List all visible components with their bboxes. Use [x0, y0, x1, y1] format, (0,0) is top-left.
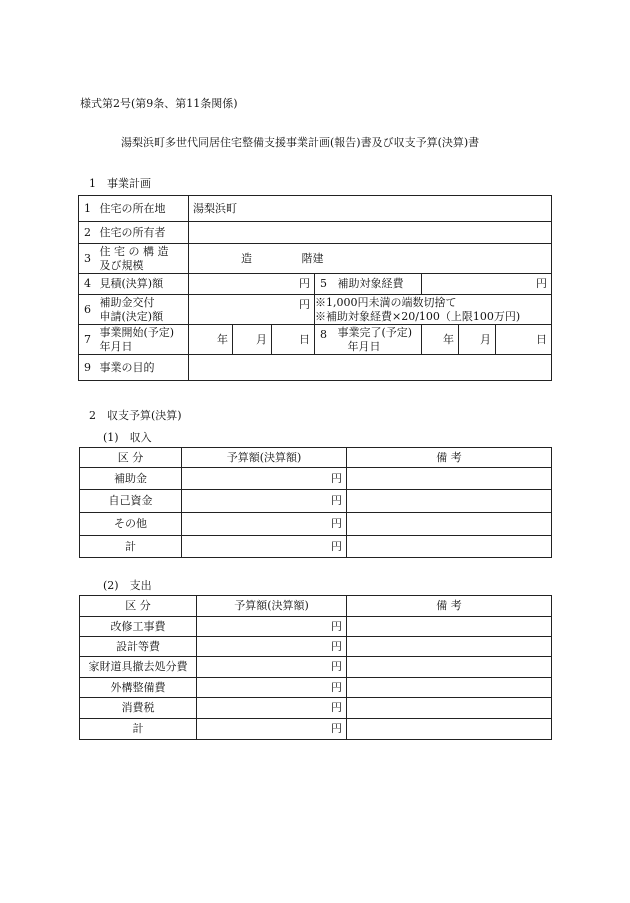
floors-unit: 階建	[301, 251, 324, 265]
label-structure-line1: 住 宅 の 構 造	[99, 245, 169, 259]
section2-heading: 2 収支予算(決算)	[89, 409, 182, 422]
value-purpose[interactable]	[189, 355, 552, 381]
label-start-line2: 年月日	[99, 339, 133, 353]
amount-cell[interactable]: 円	[197, 657, 347, 678]
amount-cell[interactable]: 円	[182, 468, 347, 490]
label-estimate: 見積(決算)額	[96, 274, 189, 295]
header-category: 区 分	[80, 596, 197, 617]
row-dates	[79, 325, 552, 355]
remarks-cell[interactable]	[347, 468, 552, 490]
expense-table	[79, 595, 552, 740]
amount-cell[interactable]: 円	[197, 698, 347, 719]
category-cell: 自己資金	[80, 490, 182, 513]
remarks-cell[interactable]	[347, 637, 552, 657]
label-start-date	[96, 325, 189, 355]
note-rounding: ※1,000円未満の端数切捨て	[315, 296, 457, 310]
expense-row-furniture-disposal	[80, 657, 552, 678]
income-table	[79, 447, 552, 558]
label-subsidy-line2: 申請(決定)額	[99, 309, 164, 323]
remarks-cell[interactable]	[347, 513, 552, 536]
start-year[interactable]: 年	[189, 325, 233, 355]
value-location[interactable]: 湯梨浜町	[189, 196, 552, 222]
row-subsidy	[79, 295, 552, 325]
label-location: 住宅の所在地	[96, 196, 189, 222]
expense-row-exterior	[80, 678, 552, 698]
label-end-line1: 事業完了(予定)	[337, 326, 413, 340]
row-number: 1	[79, 196, 96, 222]
row-purpose	[79, 355, 552, 381]
note-rate: ※補助対象経費×20/100（上限100万円)	[315, 309, 521, 323]
header-amount: 予算額(決算額)	[182, 448, 347, 468]
income-header-row	[80, 448, 552, 468]
structure-unit: 造	[241, 251, 252, 265]
subsidy-notes	[315, 295, 552, 325]
row-number: 3	[79, 244, 96, 274]
amount-cell[interactable]: 円	[197, 637, 347, 657]
remarks-cell[interactable]	[347, 719, 552, 740]
amount-cell[interactable]: 円	[182, 513, 347, 536]
expense-row-renovation	[80, 617, 552, 637]
category-cell: 計	[80, 719, 197, 740]
label-structure-line2: 及び規模	[99, 258, 144, 272]
category-cell: 設計等費	[80, 637, 197, 657]
form-number-label: 様式第2号(第9条、第11条関係)	[80, 97, 238, 110]
start-day[interactable]: 日	[272, 325, 315, 355]
label-structure	[96, 244, 189, 274]
income-row-own-funds	[80, 490, 552, 513]
end-month[interactable]: 月	[459, 325, 496, 355]
label-purpose: 事業の目的	[96, 355, 189, 381]
row-owner	[79, 222, 552, 244]
row-number: 7	[79, 325, 96, 355]
label-eligible-cost: 補助対象経費	[334, 274, 422, 295]
amount-cell[interactable]: 円	[197, 719, 347, 740]
header-amount: 予算額(決算額)	[197, 596, 347, 617]
label-end-date	[334, 325, 422, 355]
expense-row-total	[80, 719, 552, 740]
amount-cell[interactable]: 円	[182, 490, 347, 513]
expense-subheading: (2) 支出	[103, 579, 152, 592]
document-title: 湯梨浜町多世代同居住宅整備支援事業計画(報告)書及び収支予算(決算)書	[121, 136, 480, 149]
row-location	[79, 196, 552, 222]
category-cell: 家財道具撤去処分費	[80, 657, 197, 678]
expense-row-tax	[80, 698, 552, 719]
row-number: 9	[79, 355, 96, 381]
category-cell: 外構整備費	[80, 678, 197, 698]
value-eligible-cost[interactable]: 円	[422, 274, 552, 295]
value-estimate[interactable]: 円	[189, 274, 315, 295]
row-number: 5	[315, 274, 334, 295]
header-remarks: 備 考	[347, 448, 552, 468]
start-month[interactable]: 月	[233, 325, 272, 355]
end-day[interactable]: 日	[496, 325, 552, 355]
value-subsidy[interactable]: 円	[189, 295, 315, 325]
label-end-line2: 年月日	[347, 339, 381, 353]
income-row-total	[80, 536, 552, 558]
amount-cell[interactable]: 円	[197, 617, 347, 637]
label-owner: 住宅の所有者	[96, 222, 189, 244]
row-number: 4	[79, 274, 96, 295]
header-remarks: 備 考	[347, 596, 552, 617]
category-cell: 補助金	[80, 468, 182, 490]
category-cell: その他	[80, 513, 182, 536]
header-category: 区 分	[80, 448, 182, 468]
business-plan-table	[78, 195, 552, 381]
category-cell: 消費税	[80, 698, 197, 719]
category-cell: 計	[80, 536, 182, 558]
income-subheading: (1) 収入	[103, 431, 152, 444]
income-row-subsidy	[80, 468, 552, 490]
amount-cell[interactable]: 円	[197, 678, 347, 698]
category-cell: 改修工事費	[80, 617, 197, 637]
value-structure[interactable]	[189, 244, 552, 274]
end-year[interactable]: 年	[422, 325, 459, 355]
row-number: 8	[315, 325, 334, 355]
label-subsidy	[96, 295, 189, 325]
remarks-cell[interactable]	[347, 657, 552, 678]
remarks-cell[interactable]	[347, 678, 552, 698]
amount-cell[interactable]: 円	[182, 536, 347, 558]
remarks-cell[interactable]	[347, 698, 552, 719]
section1-heading: 1 事業計画	[89, 177, 151, 190]
label-start-line1: 事業開始(予定)	[99, 326, 175, 340]
remarks-cell[interactable]	[347, 490, 552, 513]
row-number: 2	[79, 222, 96, 244]
row-structure	[79, 244, 552, 274]
expense-row-design	[80, 637, 552, 657]
expense-header-row	[80, 596, 552, 617]
remarks-cell[interactable]	[347, 617, 552, 637]
value-owner[interactable]	[189, 222, 552, 244]
remarks-cell[interactable]	[347, 536, 552, 558]
row-estimate	[79, 274, 552, 295]
row-number: 6	[79, 295, 96, 325]
income-row-other	[80, 513, 552, 536]
label-subsidy-line1: 補助金交付	[99, 296, 155, 310]
